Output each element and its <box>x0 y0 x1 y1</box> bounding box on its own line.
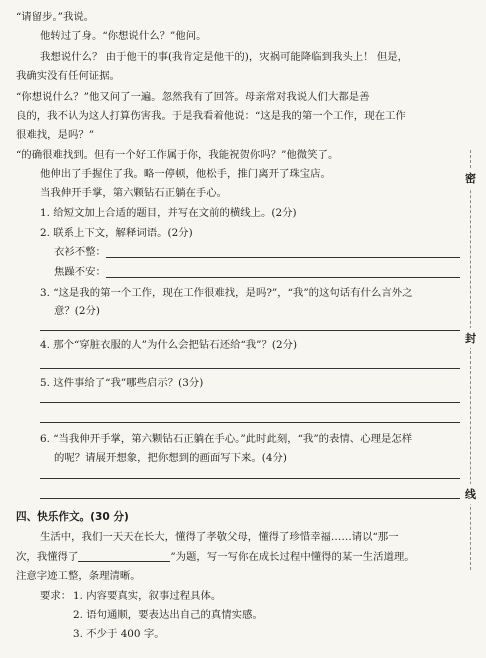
question-2: 2. 联系上下文，解释词语。(2分) <box>40 227 193 239</box>
story-paragraph: 很难找，是吗？” <box>16 129 95 141</box>
binding-mark-xian: 线 <box>465 484 476 504</box>
story-paragraph: “的确很难找到。但有一个好工作属于你，我能祝贺你吗？”他微笑了。 <box>16 149 339 161</box>
requirement-item: 3. 不少于 400 字。 <box>73 628 165 640</box>
story-paragraph: “请留步。”我说。 <box>16 11 95 23</box>
question-6-cont: 的呢？请展开想象，把你想到的画面写下来。(4分) <box>54 452 287 464</box>
answer-line[interactable] <box>40 368 460 369</box>
story-paragraph: 良的，我不认为这人打算伤害我。于是我看着他说：“这是我的第一个工作，现在工作 <box>16 110 406 122</box>
story-paragraph: 他伸出了手握住了我。略一停顿，他松手，推门离开了珠宝店。 <box>40 168 331 180</box>
question-5: 5. 这件事给了“我”哪些启示？(3分) <box>40 377 204 389</box>
story-paragraph: “你想说什么？”他又问了一遍。忽然我有了回答。母亲常对我说人们大都是善 <box>16 91 370 103</box>
story-paragraph: 我想说什么？ 由于他干的事(我肯定是他干的)，灾祸可能降临到我头上！ 但是， <box>40 51 408 63</box>
question-3-cont: 意？(2分) <box>54 305 100 317</box>
answer-line[interactable] <box>40 478 460 479</box>
word-label: 衣衫不整： <box>54 246 106 258</box>
question-1: 1. 给短文加上合适的题目，并写在文前的横线上。(2分) <box>40 207 297 219</box>
composition-prompt <box>16 550 415 564</box>
story-paragraph: 他转过了身。“你想说什么？”他问。 <box>40 30 207 42</box>
section-heading: 四、快乐作文。(30 分) <box>16 511 129 523</box>
binding-mark-mi: 密 <box>465 168 476 188</box>
question-3: 3. “这是我的第一个工作，现在工作很难找，是吗?”，“我”的这句话有什么言外之 <box>40 287 413 299</box>
composition-prompt: 生活中，我们一天天在长大，懂得了孝敬父母，懂得了珍惜幸福……请以“那一 <box>40 531 399 543</box>
composition-prompt: 注意字迹工整，条理清晰。 <box>16 570 141 582</box>
question-6: 6. “当我伸开手掌，第六颗钻石正躺在手心。”此时此刻，“我”的表情、心理是怎样 <box>40 433 413 445</box>
story-paragraph: 当我伸开手掌，第六颗钻石正躺在手心。 <box>40 187 228 199</box>
prompt-text: ”为题，写一写你在成长过程中懂得的某一生活道理。 <box>170 551 415 563</box>
requirement-item: 2. 语句通顺，要表达出自己的真情实感。 <box>73 609 263 621</box>
title-blank[interactable] <box>78 551 170 562</box>
requirement-item: 1. 内容要真实，叙事过程具体。 <box>73 590 222 602</box>
question-4: 4. 那个“穿脏衣服的人”为什么会把钻石还给“我”？(2分) <box>40 339 297 351</box>
binding-mark-feng: 封 <box>465 328 476 348</box>
answer-line[interactable] <box>40 498 460 499</box>
answer-line[interactable] <box>106 277 460 278</box>
answer-line[interactable] <box>40 330 460 331</box>
story-paragraph: 我确实没有任何证据。 <box>16 70 120 82</box>
answer-line[interactable] <box>40 402 460 403</box>
binding-dashed-line <box>470 150 471 570</box>
requirements-label: 要求： <box>40 590 72 602</box>
answer-line[interactable] <box>40 422 460 423</box>
word-label: 焦躁不安： <box>54 266 106 278</box>
prompt-text: 次，我懂得了 <box>16 551 79 563</box>
answer-line[interactable] <box>106 257 460 258</box>
